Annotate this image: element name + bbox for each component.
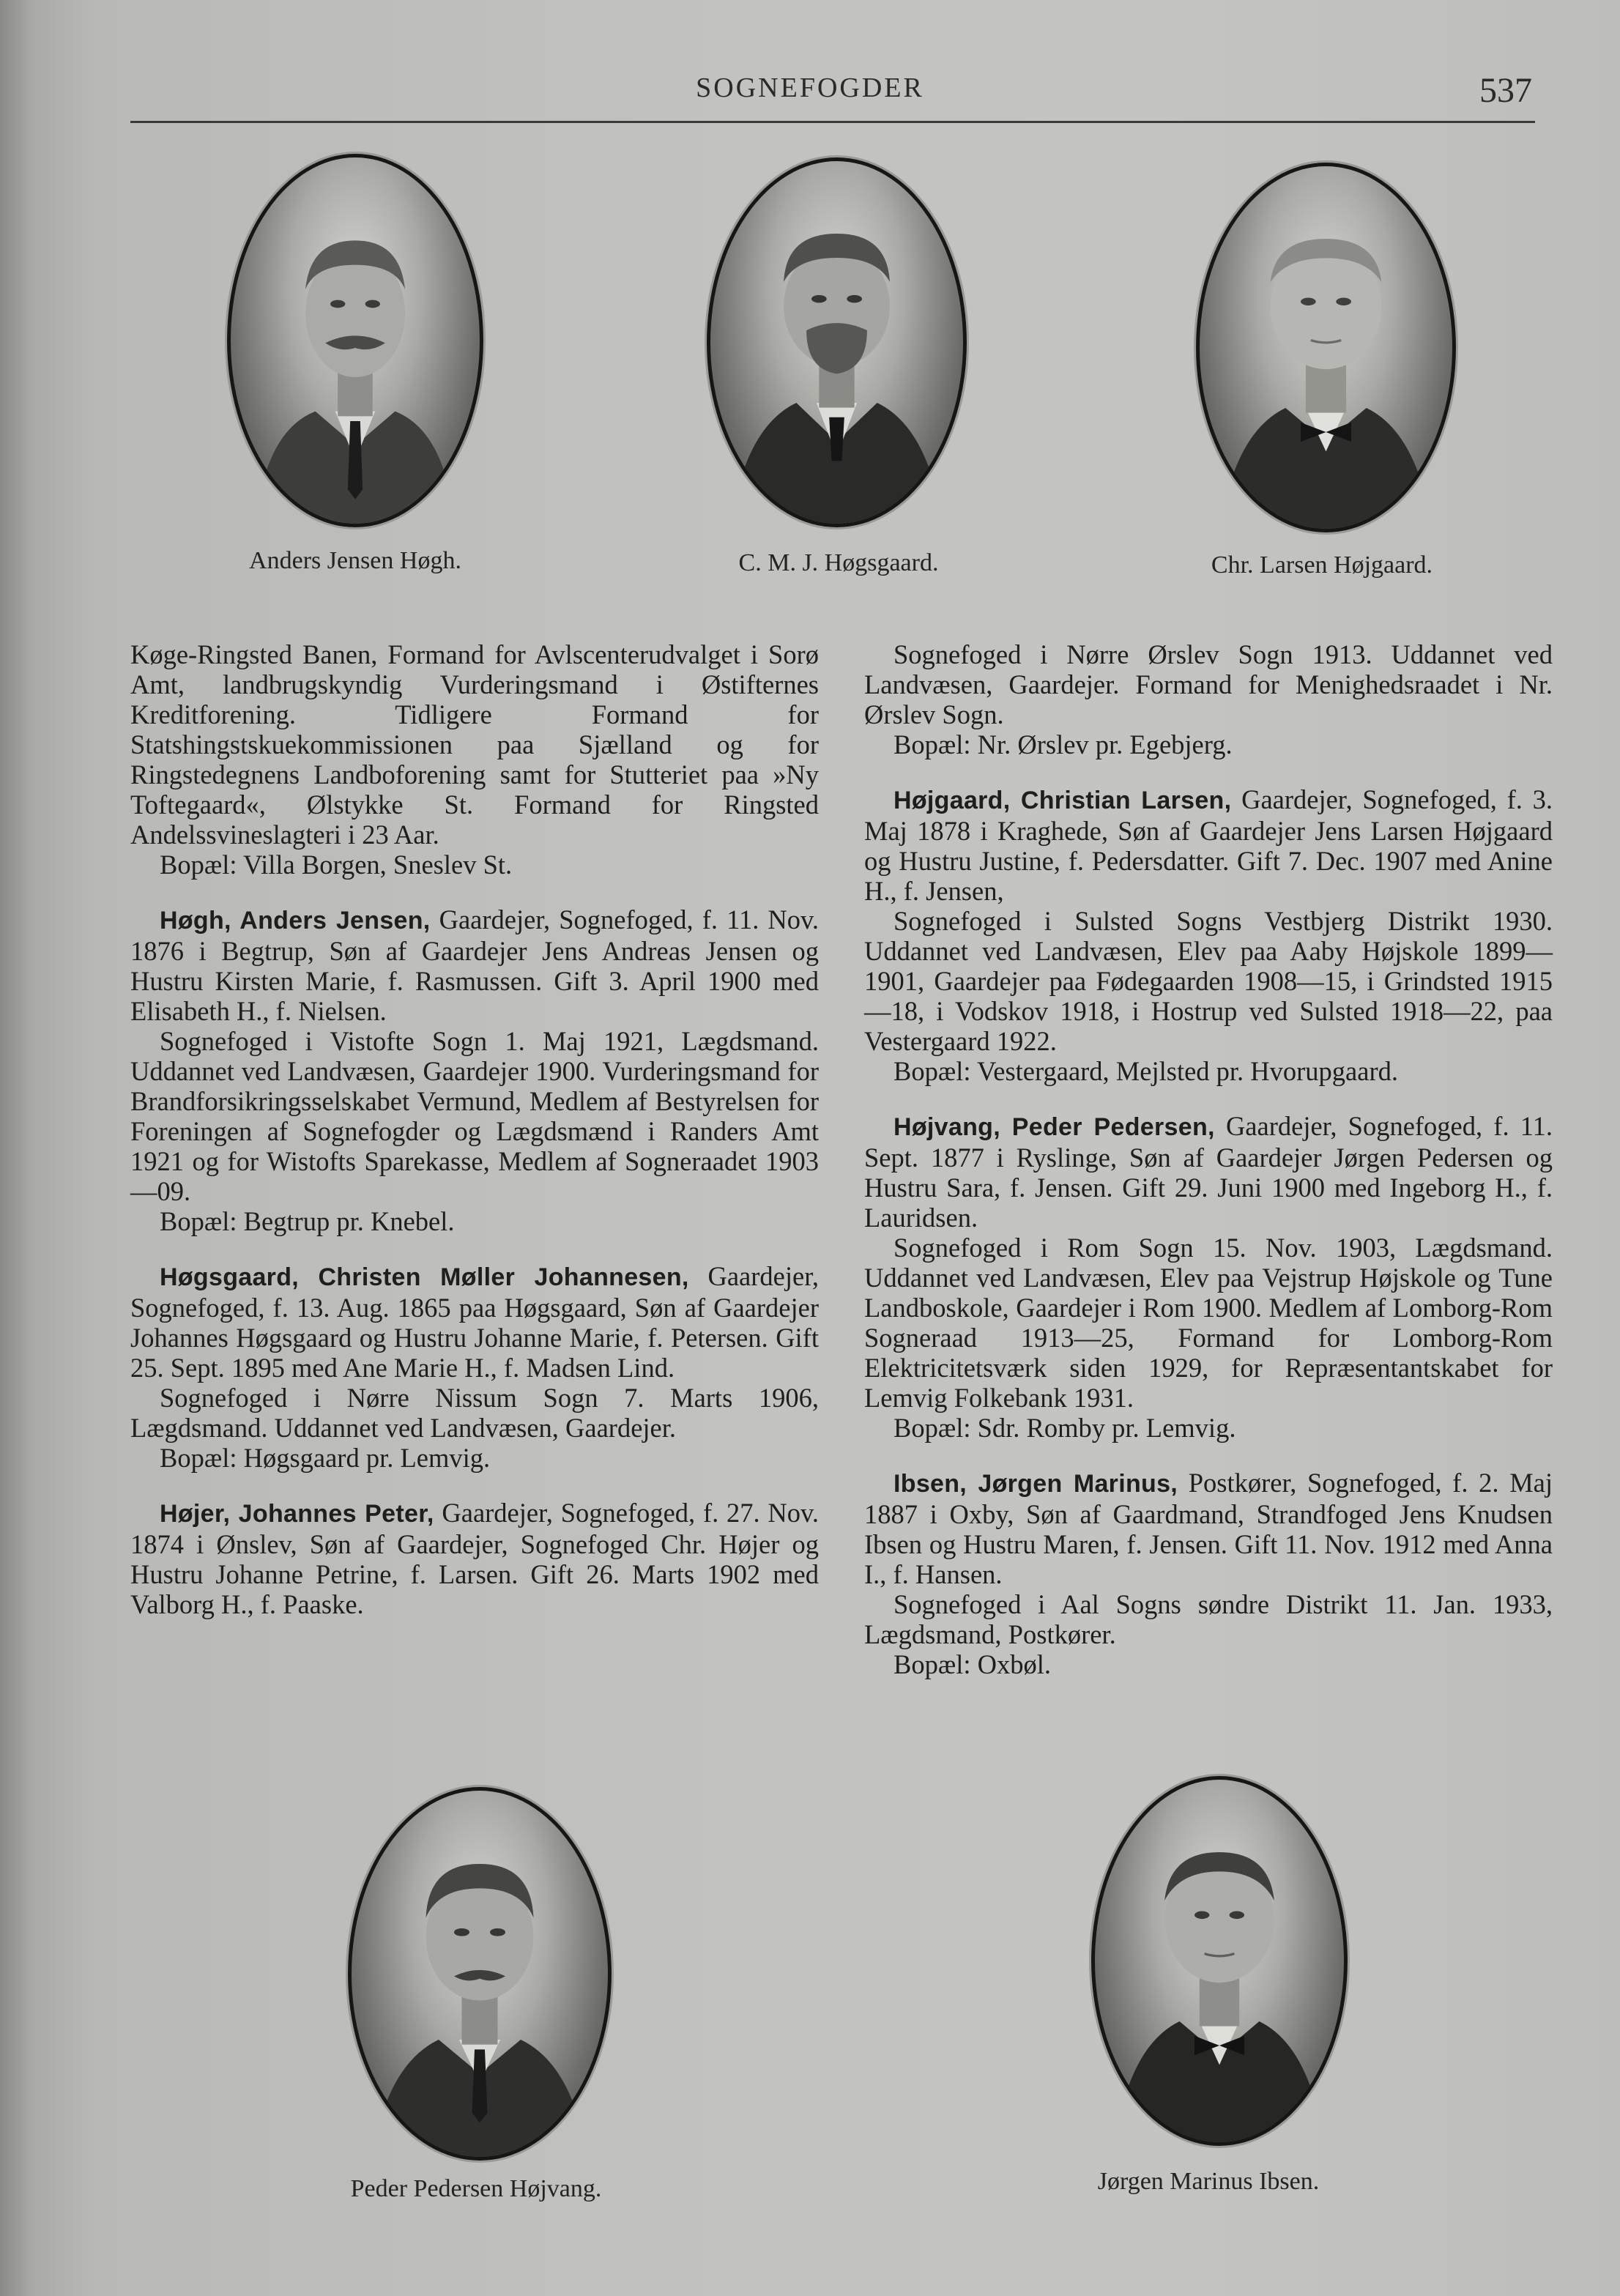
entry-residence: Bopæl: Villa Borgen, Sneslev St. <box>160 850 513 880</box>
entry-text: Gaardejer, Sognefoged, f. 27. Nov. 1874 i Ønslev, Søn af Gaardejer, Sognefoged Chr. Højer og Hustru Johanne Petrine, f. Larsen. Gift 26. Marts 1902 med Valborg H., f. Paaske. <box>130 1498 820 1619</box>
running-header-title: SOGNEFOGDER <box>696 73 924 103</box>
portrait-photo-hogsgaard <box>707 157 967 527</box>
entry-name: Høgh, Anders Jensen, <box>160 907 431 935</box>
entry-continuation-text: Sognefoged i Nørre Ørslev Sogn 1913. Uddannet ved Landvæsen, Gaardejer. Formand for Menighedsraadet i Nr. Ørslev Sogn. <box>864 639 1553 729</box>
portrait-caption: Chr. Larsen Højgaard. <box>1211 551 1433 579</box>
entry-name: Højvang, Peder Pedersen, <box>893 1113 1215 1141</box>
entry-residence: Bopæl: Sdr. Romby pr. Lemvig. <box>893 1413 1236 1443</box>
portrait-caption: Jørgen Marinus Ibsen. <box>1097 2168 1320 2195</box>
entry-text: Postkører, Sognefoged, f. 2. Maj 1887 i Oxby, Søn af Gaardmand, Strandfoged Jens Knudsen Ibsen og Hustru Maren, f. Jensen. Gift 11. Nov. 1912 med Anna I., f. Hansen. <box>864 1468 1553 1589</box>
text-column-left <box>130 639 819 1619</box>
biography-entry <box>130 904 819 1026</box>
portrait-photo-hojvang <box>348 1787 612 2161</box>
portrait-photo-ibsen <box>1091 1776 1348 2146</box>
text-column-right <box>864 639 1553 1679</box>
biography-entry <box>864 1111 1553 1233</box>
biography-entry <box>864 784 1553 906</box>
page-number: 537 <box>1479 71 1532 110</box>
entry-residence: Bopæl: Begtrup pr. Knebel. <box>160 1206 455 1236</box>
entry-career: Sognefoged i Sulsted Sogns Vestbjerg Distrikt 1930. Uddannet ved Landvæsen, Elev paa Aaby Højskole 1899—1901, Gaardejer paa Fødegaarden 1908—15, i Grindsted 1915—18, i Vodskov 1918, i Hostrup ved Sulsted 1918—22, paa Vestergaard 1922. <box>864 906 1553 1056</box>
entry-career: Sognefoged i Aal Sogns søndre Distrikt 11. Jan. 1933, Lægdsmand, Postkører. <box>864 1589 1553 1649</box>
entry-career: Sognefoged i Rom Sogn 15. Nov. 1903, Lægdsmand. Uddannet ved Landvæsen, Elev paa Vejstrup Højskole og Tune Landboskole, Gaardejer i Rom 1900. Medlem af Lomborg-Rom Sogneraad 1913—25, Formand for Lomborg-Rom Elektricitetsværk siden 1929, for Repræsentantskabet for Lemvig Folkebank 1931. <box>864 1233 1553 1413</box>
entry-career: Sognefoged i Vistofte Sogn 1. Maj 1921, Lægdsmand. Uddannet ved Landvæsen, Gaardejer 1900. Vurderingsmand for Brandforsikringsselskabet Vermund, Medlem af Bestyrelsen for Foreningen af Sognefogder og Lægdsmænd i Randers Amt 1921 og for Wistofts Sparekasse, Medlem af Sogneraadet 1903—09. <box>130 1026 819 1206</box>
portrait-caption: Anders Jensen Høgh. <box>249 547 461 574</box>
portrait-photo-hojgaard <box>1196 163 1456 532</box>
portrait-caption: C. M. J. Høgsgaard. <box>738 549 939 576</box>
entry-name: Højgaard, Christian Larsen, <box>893 787 1232 814</box>
biography-entry <box>130 1498 819 1619</box>
entry-text: Gaardejer, Sognefoged, f. 3. Maj 1878 i Kraghede, Søn af Gaardejer Jens Larsen Højgaard og Hustru Justine, f. Pedersdatter. Gift 7. Dec. 1907 med Anine H., f. Jensen, <box>864 784 1553 906</box>
entry-name: Højer, Johannes Peter, <box>160 1500 434 1528</box>
entry-name: Ibsen, Jørgen Marinus, <box>893 1470 1178 1498</box>
entry-text: Gaardejer, Sognefoged, f. 11. Sept. 1877 i Ryslinge, Søn af Gaardejer Jørgen Pedersen og Hustru Sara, f. Jensen. Gift 29. Juni 1900 med Ingeborg H., f. Lauridsen. <box>864 1111 1553 1233</box>
entry-residence: Bopæl: Nr. Ørslev pr. Egebjerg. <box>893 729 1233 759</box>
entry-residence: Bopæl: Vestergaard, Mejlsted pr. Hvorupgaard. <box>893 1056 1398 1086</box>
entry-text: Gaardejer, Sognefoged, f. 11. Nov. 1876 i Begtrup, Søn af Gaardejer Jens Andreas Jensen og Hustru Kirsten Marie, f. Rasmussen. Gift 3. April 1900 med Elisabeth H., f. Nielsen. <box>130 904 820 1026</box>
entry-continuation-text: Køge-Ringsted Banen, Formand for Avlscenterudvalget i Sorø Amt, landbrugskyndig Vurderingsmand i Østifternes Kreditforening. Tidligere Formand for Statshingstskuekommissionen paa Sjælland og for Ringstedegnens Landboforening samt for Stutteriet paa »Ny Toftegaard«, Ølstykke St. Formand for Ringsted Andelssvineslagteri i 23 Aar. <box>130 639 819 850</box>
entry-residence: Bopæl: Høgsgaard pr. Lemvig. <box>160 1443 491 1473</box>
entry-text: Gaardejer, Sognefoged, f. 13. Aug. 1865 paa Høgsgaard, Søn af Gaardejer Johannes Høgsgaard og Hustru Johanne Marie, f. Petersen. Gift 25. Sept. 1895 med Ane Marie H., f. Madsen Lind. <box>130 1261 820 1383</box>
biography-entry <box>130 1261 819 1383</box>
portrait-photo-hogh <box>227 154 483 527</box>
biography-entry <box>864 1468 1553 1589</box>
entry-residence: Bopæl: Oxbøl. <box>893 1649 1051 1679</box>
header-rule <box>130 121 1535 123</box>
entry-name: Høgsgaard, Christen Møller Johannesen, <box>160 1263 689 1291</box>
entry-career: Sognefoged i Nørre Nissum Sogn 7. Marts 1906, Lægdsmand. Uddannet ved Landvæsen, Gaardejer. <box>130 1383 819 1443</box>
portrait-caption: Peder Pedersen Højvang. <box>350 2175 602 2202</box>
